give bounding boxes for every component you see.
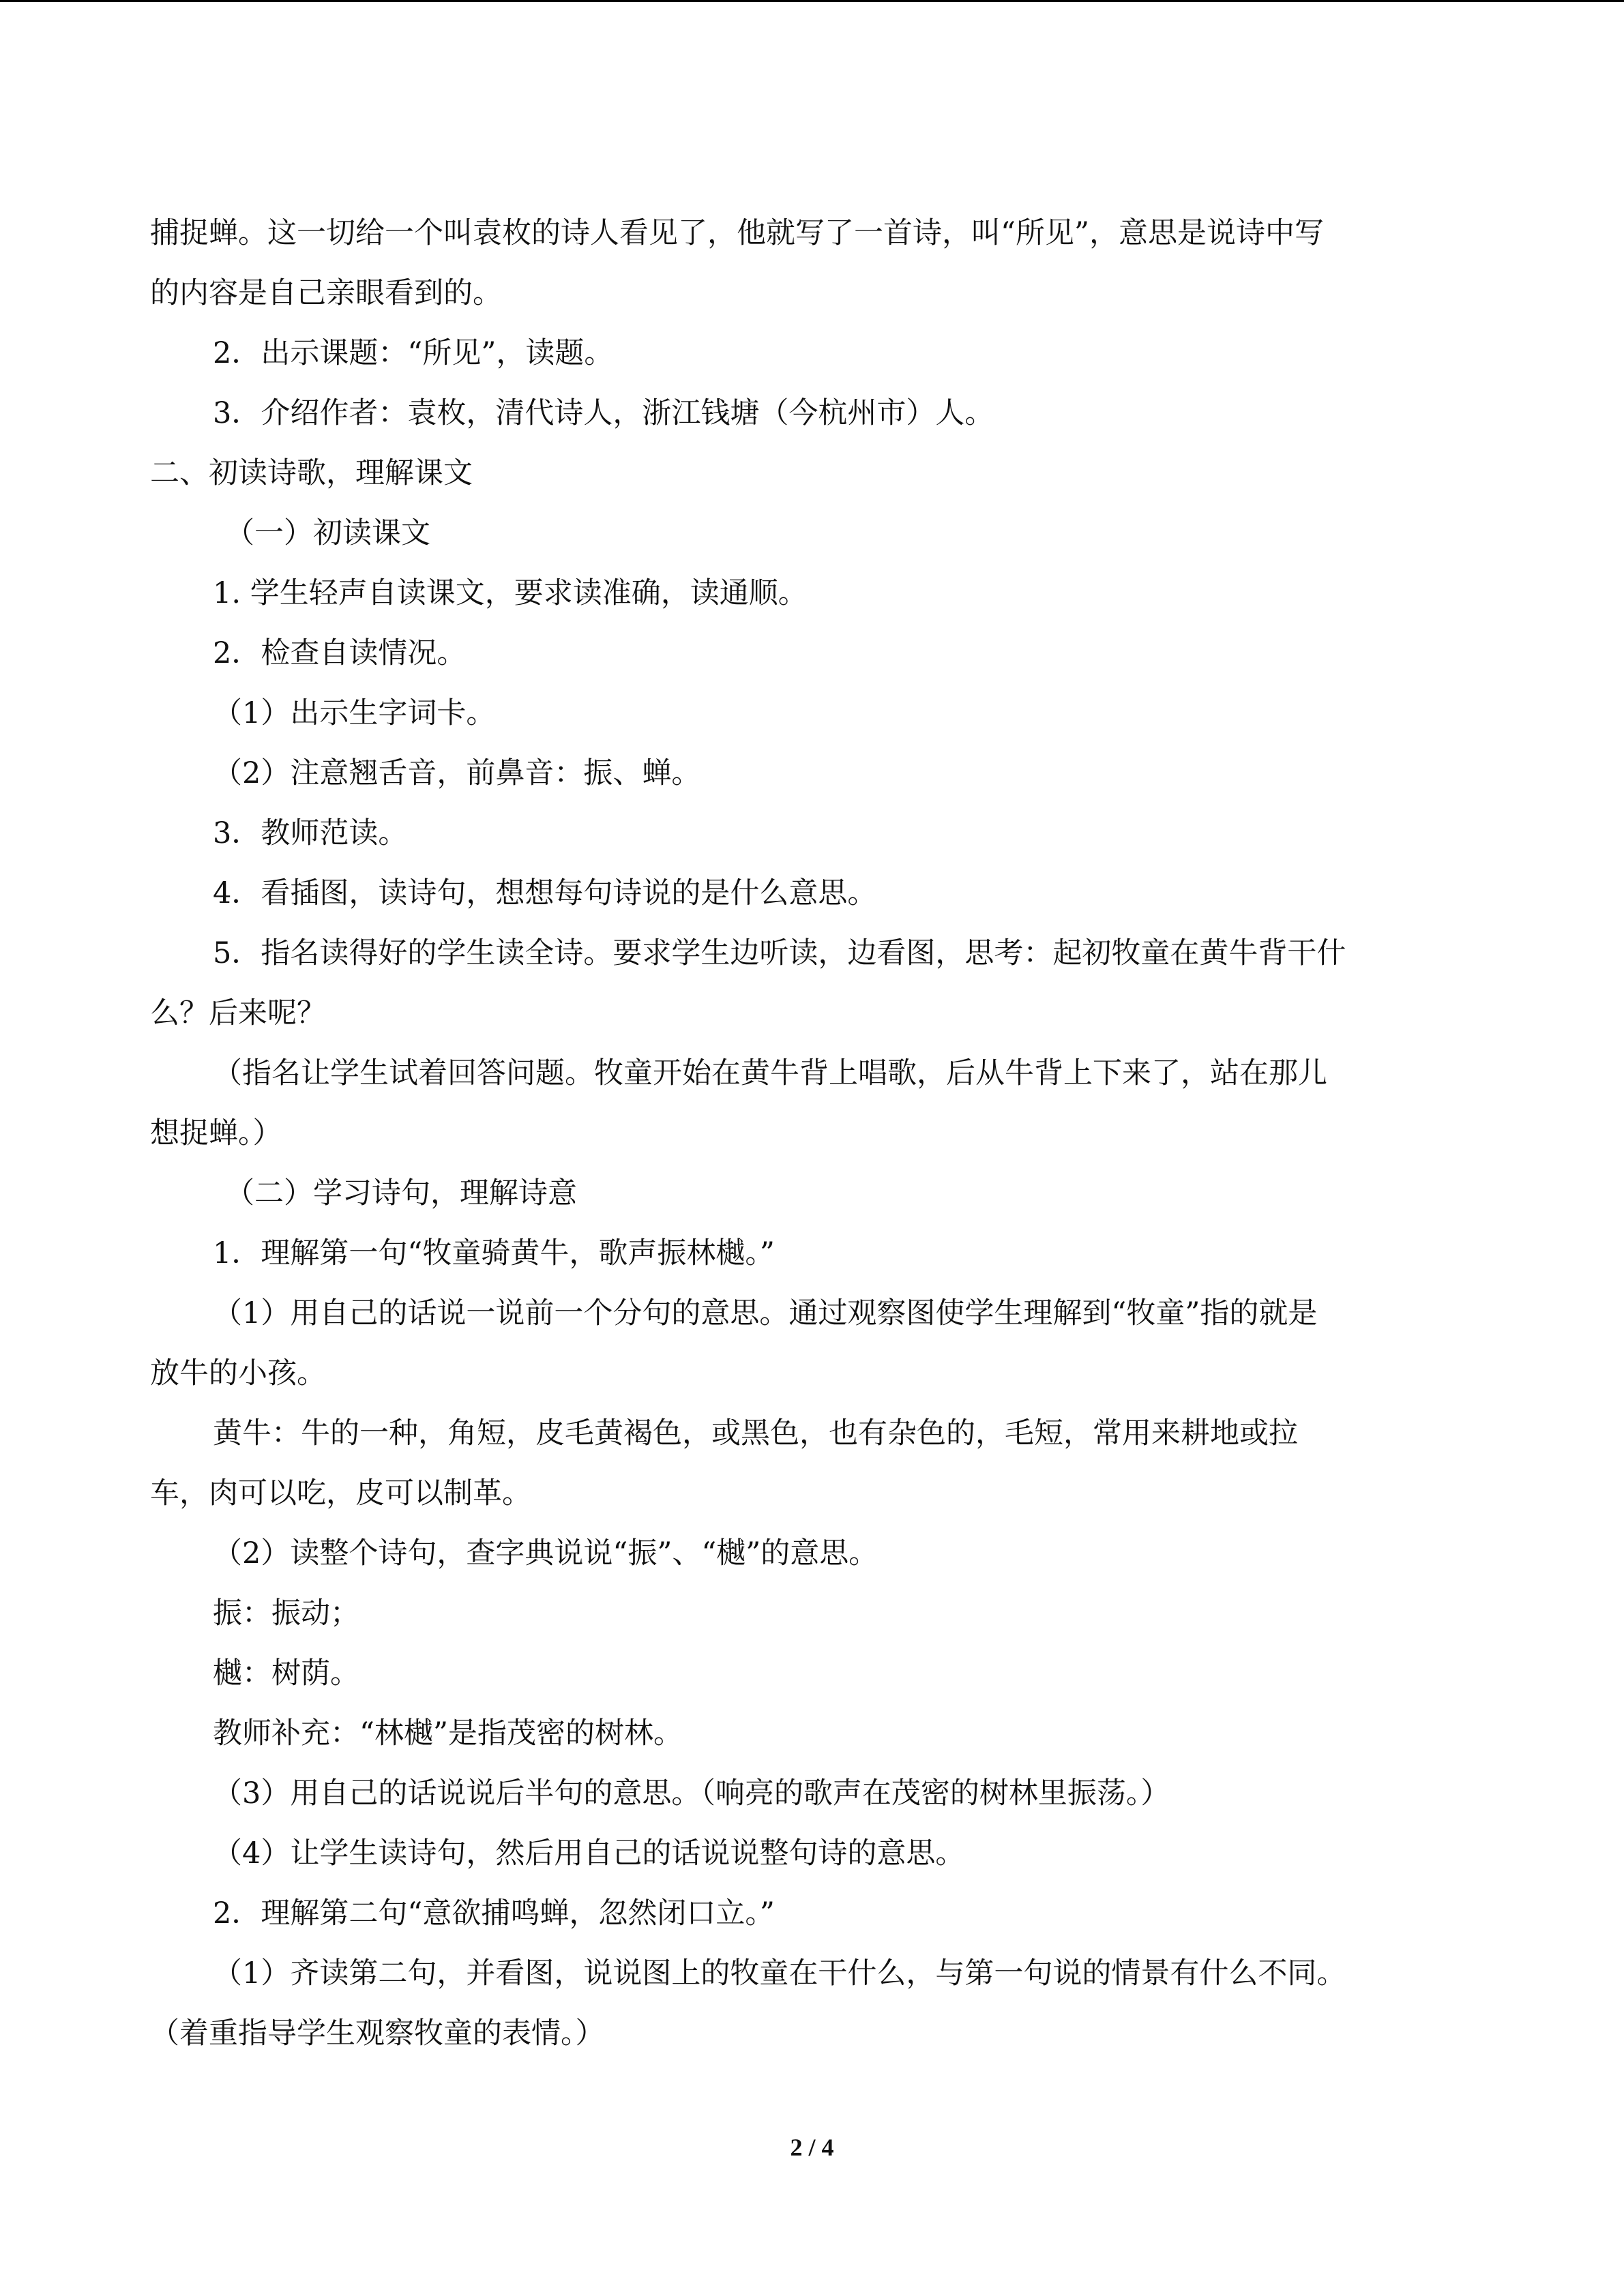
definition-line: 樾：树荫。 — [213, 1656, 359, 1690]
list-item: 5．指名读得好的学生读全诗。要求学生边听读，边看图，思考：起初牧童在黄牛背干什 — [213, 936, 1346, 970]
sub-list-item: （3）用自己的话说说后半句的意思。（响亮的歌声在茂密的树林里振荡。） — [213, 1776, 1170, 1810]
paragraph-line: 放牛的小孩。 — [150, 1356, 326, 1390]
list-item: 3．介绍作者：袁枚，清代诗人，浙江钱塘（今杭州市）人。 — [213, 396, 994, 430]
list-item: 2．理解第二句“意欲捕鸣蝉，忽然闭口立。” — [213, 1896, 775, 1930]
list-item: 3．教师范读。 — [213, 816, 408, 850]
subsection-heading: （二）学习诗句，理解诗意 — [225, 1176, 577, 1210]
paragraph-line: 想捉蝉。） — [150, 1116, 282, 1150]
list-item: 2．出示课题：“所见”，读题。 — [213, 336, 614, 370]
list-item: 1. 学生轻声自读课文，要求读准确，读通顺。 — [213, 576, 808, 610]
sub-list-item: （1）用自己的话说一说前一个分句的意思。通过观察图使学生理解到“牧童”指的就是 — [213, 1296, 1318, 1330]
document-body — [150, 203, 1480, 2063]
subsection-heading: （一）初读课文 — [225, 516, 430, 550]
sub-list-item: （2）读整个诗句，查字典说说“振”、“樾”的意思。 — [213, 1536, 879, 1570]
section-heading: 二、初读诗歌，理解课文 — [150, 456, 473, 490]
sub-list-item: （2）注意翘舌音，前鼻音：振、蝉。 — [213, 756, 701, 790]
sub-list-item: （1）齐读第二句，并看图，说说图上的牧童在干什么，与第一句说的情景有什么不同。 — [213, 1956, 1346, 1991]
sub-list-item: （4）让学生读诗句，然后用自己的话说说整句诗的意思。 — [213, 1836, 965, 1870]
definition-line: 振：振动； — [213, 1596, 359, 1630]
paragraph-line: 的内容是自己亲眼看到的。 — [150, 276, 502, 310]
list-item: 4．看插图，读诗句，想想每句诗说的是什么意思。 — [213, 876, 877, 910]
paragraph-line: （指名让学生试着回答问题。牧童开始在黄牛背上唱歌，后从牛背上下来了，站在那儿 — [213, 1056, 1327, 1090]
paragraph-line: 教师补充：“林樾”是指茂密的树林。 — [213, 1716, 683, 1750]
paragraph-line: 车，肉可以吃，皮可以制革。 — [150, 1476, 531, 1510]
paragraph-line: （着重指导学生观察牧童的表情。） — [150, 2016, 605, 2051]
list-item: 2．检查自读情况。 — [213, 636, 467, 670]
paragraph-line: 捕捉蝉。这一切给一个叫袁枚的诗人看见了，他就写了一首诗，叫“所见”，意思是说诗中写 — [150, 216, 1324, 250]
sub-list-item: （1）出示生字词卡。 — [213, 696, 496, 730]
list-item: 1．理解第一句“牧童骑黄牛，歌声振林樾。” — [213, 1236, 775, 1270]
paragraph-line: 么？后来呢？ — [150, 996, 326, 1030]
top-border-line — [0, 0, 1624, 2]
paragraph-line: 黄牛：牛的一种，角短，皮毛黄褐色，或黑色，也有杂色的，毛短，常用来耕地或拉 — [213, 1416, 1298, 1450]
page-number: 2 / 4 — [790, 2134, 834, 2161]
